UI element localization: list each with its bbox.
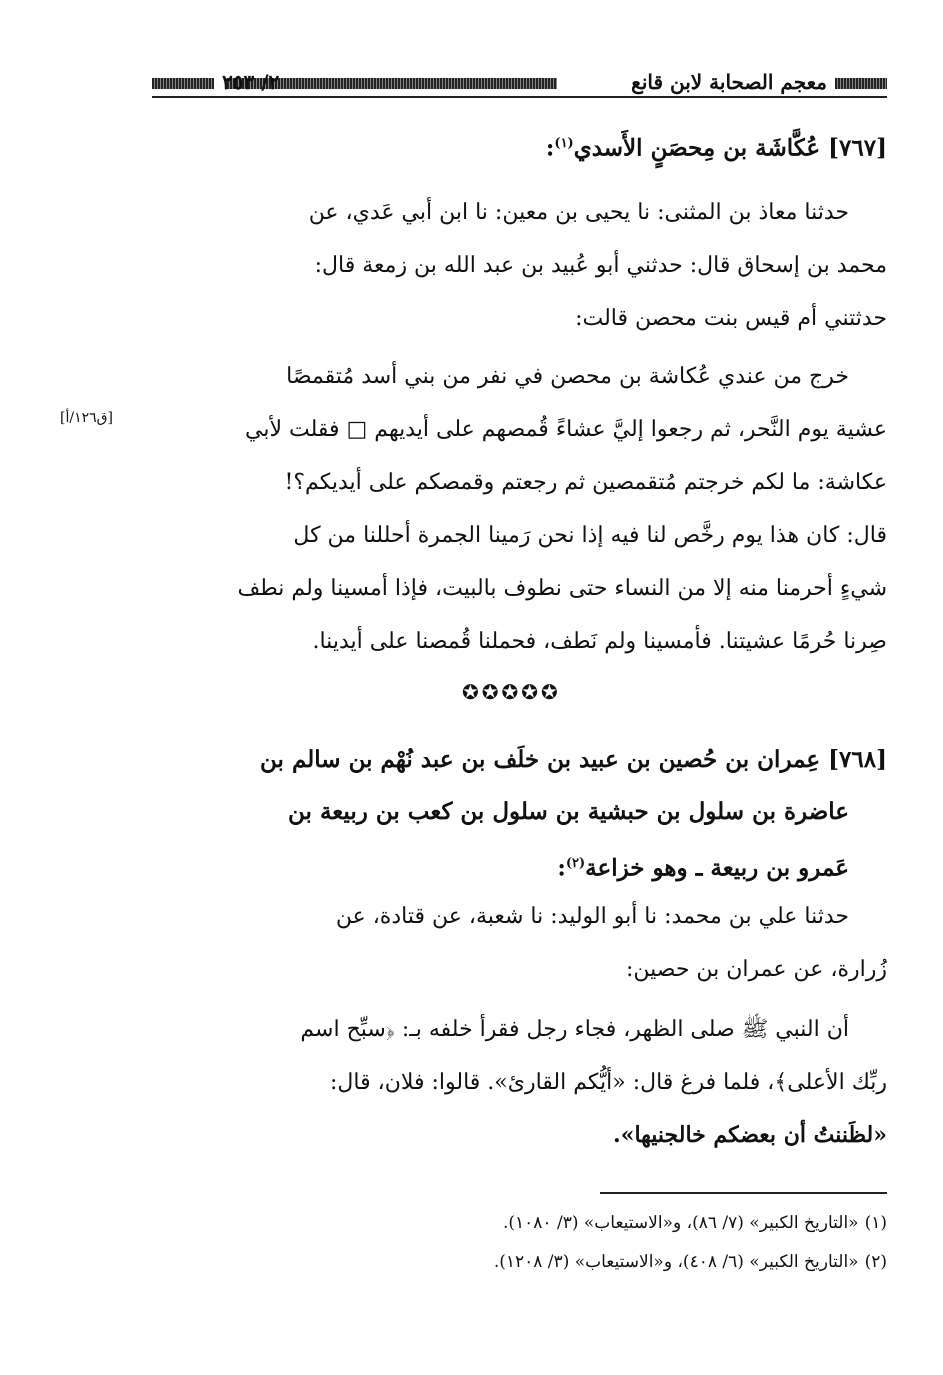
footnote-1 [158,1206,887,1240]
footnote-number: (٢) [864,1252,887,1272]
entry-768-heading [158,734,887,895]
text-line: عشية يوم النَّحر، ثم رجعوا إليَّ عشاءً قُمصهم على أيديهم □ فقلت لأبي [245,417,887,442]
text-line: ربِّك الأعلى﴾، فلما فرغ قال: «أيُّكم القارئ». قالوا: فلان، قال: [329,1070,887,1095]
footnote-ref-2: (٢) [565,856,586,871]
entry-768-isnad [158,890,887,996]
heading-line: عاضرة بن سلول بن حبشية بن سلول بن كعب بن ربيعة بن [288,798,849,825]
header-ornament-right [835,78,887,89]
page-number: ٢/ ٢٥٣ [222,70,280,94]
footnote-ref-1: (١) [554,136,574,151]
text-line: صِرنا حُرمًا عشيتنا. فأمسينا ولم نَطف، فحملنا قُمصنا على أيدينا. [312,629,887,654]
text-line: أن النبي ﷺ صلى الظهر، فجاء رجل فقرأ خلفه بـ: ﴿سبِّح اسم [300,1017,849,1042]
manuscript-folio-note: [ق١٢٦/أ] [60,410,113,426]
isnad-line: حدثنا علي بن محمد: نا أبو الوليد: نا شعبة، عن قتادة، عن [335,904,849,929]
heading-line: [٧٦٨] عِمران بن حُصين بن عبيد بن خلَف بن عبد نُهْم بن سالم بن [260,746,887,773]
isnad-line: حدثنا معاذ بن المثنى: نا يحيى بن معين: نا ابن أبي عَدي، عن [308,200,849,225]
isnad-line: حدثتني أم قيس بنت محصن قالت: [575,306,887,331]
header-rule [152,96,887,98]
entry-767-text [158,350,887,668]
entry-767-isnad [158,186,887,345]
footnote-number: (١) [864,1213,887,1233]
text-line: قال: كان هذا يوم رخَّص لنا فيه إذا نحن رَمينا الجمرة أحللنا من كل [293,523,887,548]
book-title: معجم الصحابة لابن قانع [631,70,827,94]
page-header [152,64,887,102]
text-line: «لظَننتُ أن بعضكم خالجنيها». [613,1122,887,1148]
text-line: شيءٍ أحرمنا منه إلا من النساء حتى نطوف بالبيت، فإذا أمسينا ولم نطف [237,576,887,601]
entry-767-heading: [٧٦٧] عُكَّاشَة بن مِحصَنٍ الأَسدي$^{(١)}$: [545,134,887,162]
text-line: خرج من عندي عُكاشة بن محصن في نفر من بني أسد مُتقمصًا [286,364,849,389]
footnote-separator [600,1192,887,1194]
heading-line-last: عَمرو بن ربيعة ـ وهو خزاعة$^{(٢)}$: [557,854,849,882]
isnad-line: زُرارة، عن عمران بن حصين: [625,957,887,982]
text-line: عكاشة: ما لكم خرجتم مُتقمصين ثم رجعتم وقمصكم على أيديكم؟! [284,470,887,495]
section-separator: ✪✪✪✪✪ [462,680,561,704]
entry-768-text [158,1003,887,1162]
isnad-line: محمد بن إسحاق قال: حدثني أبو عُبيد بن عبد الله بن زمعة قال: [314,253,887,278]
footnote-2 [158,1245,887,1279]
header-ornament-left [152,78,214,89]
footnote-text: «التاريخ الكبير» (٧/ ٨٦)، و«الاستيعاب» (٣/ ١٠٨٠). [502,1213,859,1233]
footnote-text: «التاريخ الكبير» (٦/ ٤٠٨)، و«الاستيعاب» (٣/ ١٢٠٨). [493,1252,859,1272]
